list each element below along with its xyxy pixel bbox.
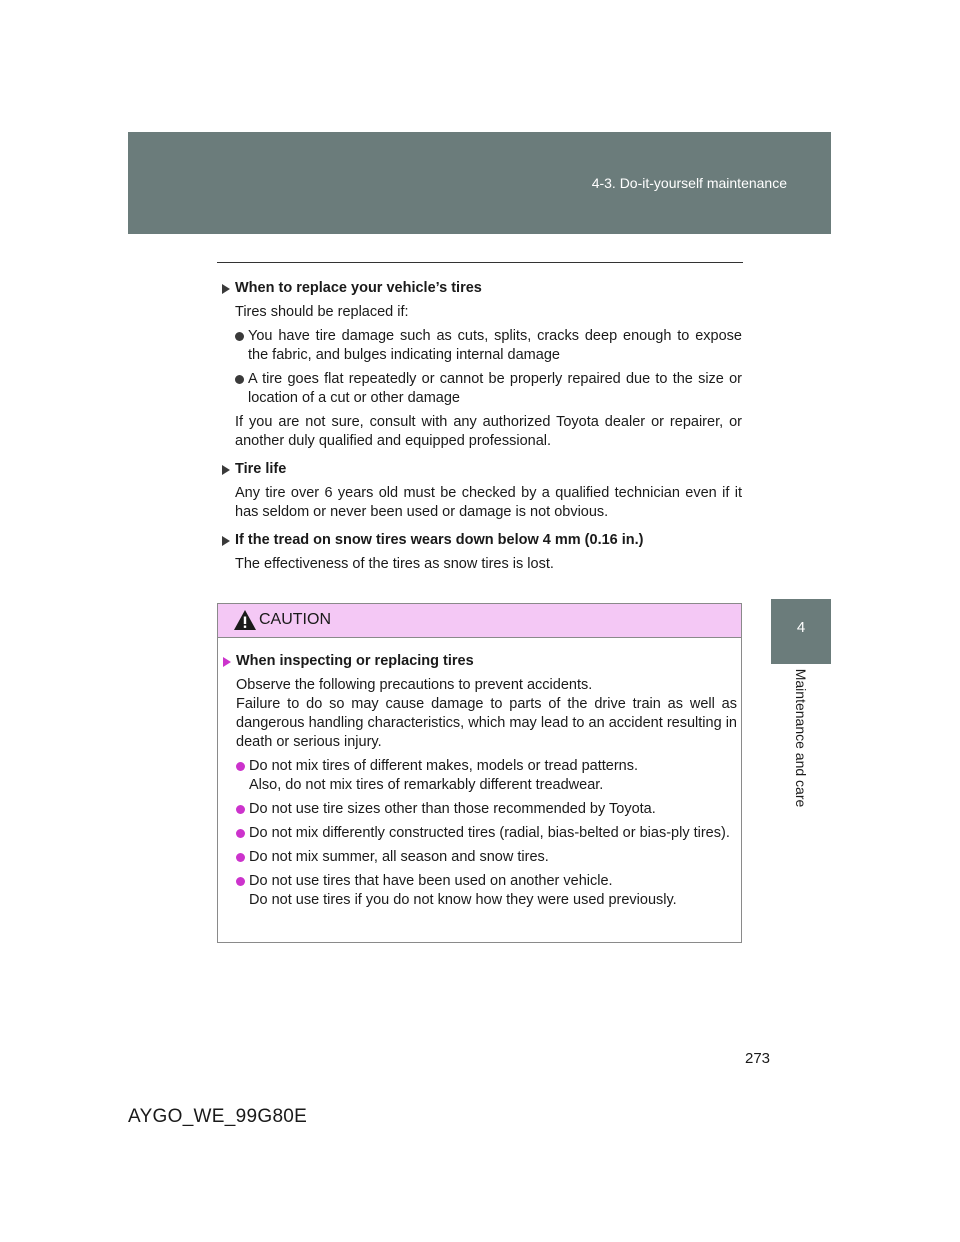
triangle-bullet-icon (222, 465, 230, 475)
warning-icon (233, 609, 257, 631)
bullet-dot-icon (236, 762, 245, 771)
bullet-dot-icon (236, 877, 245, 886)
section-header-band (128, 132, 831, 234)
bullet-dot-icon (235, 332, 244, 341)
list-item: A tire goes flat repeatedly or cannot be properly repaired due to the size or location of a cut or other damage (235, 370, 742, 408)
caution-list-item: Do not use tires that have been used on another vehicle. Do not use tires if you do not know how they were used previously. (236, 872, 737, 910)
bullet-dot-icon (236, 853, 245, 862)
section-heading: When to replace your vehicle’s tires (222, 279, 742, 298)
section-intro: Tires should be replaced if: (235, 304, 409, 320)
section-heading: If the tread on snow tires wears down below 4 mm (0.16 in.) (222, 531, 742, 550)
section-title: 4-3. Do-it-yourself maintenance (591, 175, 787, 191)
caution-list-item: Do not use tire sizes other than those recommended by Toyota. (236, 800, 737, 819)
bullet-dot-icon (236, 805, 245, 814)
chapter-number: 4 (796, 619, 806, 636)
caution-body (218, 638, 737, 910)
top-divider (217, 262, 743, 263)
page-number: 273 (745, 1050, 771, 1067)
section-text: Any tire over 6 years old must be checked by a qualified technician even if it has seldom or never been used or damage is not obvious. (235, 485, 742, 520)
bullet-dot-icon (235, 375, 244, 384)
caution-intro: Observe the following precautions to prevent accidents. Failure to do so may cause damage to parts of the drive train as well as dangerous handling characteristics, which may lead to an accident resulting in death or serious injury. (236, 677, 737, 750)
section-outro: If you are not sure, consult with any authorized Toyota dealer or repairer, or another duly qualified and equipped professional. (235, 414, 742, 449)
list-item: You have tire damage such as cuts, splits, cracks deep enough to expose the fabric, and bulges indicating internal damage (235, 327, 742, 365)
section-snow-tires (222, 531, 742, 574)
triangle-bullet-icon (222, 284, 230, 294)
bullet-dot-icon (236, 829, 245, 838)
chapter-label: Maintenance and care (793, 668, 809, 808)
caution-list-item: Do not mix tires of different makes, models or tread patterns. Also, do not mix tires of remarkably different treadwear. (236, 757, 737, 795)
document-code: AYGO_WE_99G80E (128, 1106, 308, 1127)
caution-list-item: Do not mix summer, all season and snow tires. (236, 848, 737, 867)
caution-list-item: Do not mix differently constructed tires (radial, bias-belted or bias-ply tires). (236, 824, 737, 843)
caution-box (217, 603, 742, 943)
caution-heading: When inspecting or replacing tires (223, 652, 737, 671)
chapter-tab (771, 599, 831, 664)
section-replace-tires (222, 279, 742, 451)
caution-header (218, 604, 741, 638)
caution-title: CAUTION (259, 611, 331, 628)
triangle-bullet-icon (223, 657, 231, 667)
triangle-bullet-icon (222, 536, 230, 546)
section-tire-life (222, 460, 742, 522)
section-text: The effectiveness of the tires as snow tires is lost. (235, 556, 554, 572)
main-content (222, 279, 742, 583)
section-heading: Tire life (222, 460, 742, 479)
